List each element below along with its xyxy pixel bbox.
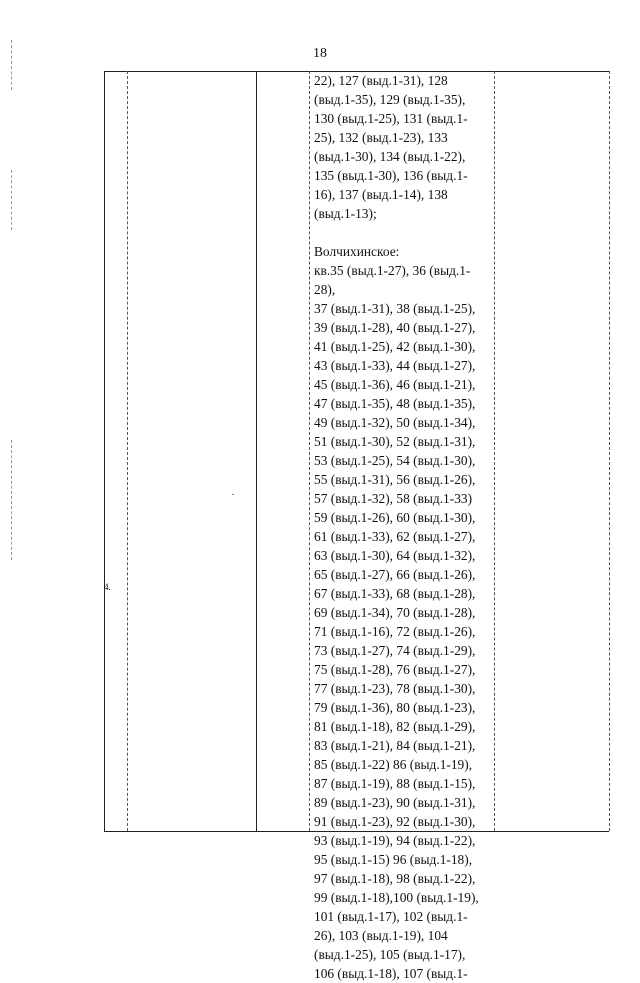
quarter-line: 26), 103 (выд.1-19), 104 [314, 928, 448, 943]
quarter-line: (выд.1-30), 134 (выд.1-22), [314, 149, 466, 164]
quarter-line: 22), 127 (выд.1-31), 128 [314, 73, 448, 88]
scan-margin-mark [11, 170, 12, 230]
quarter-line: 43 (выд.1-33), 44 (выд.1-27), [314, 358, 476, 373]
forest-quarters-cell [314, 71, 504, 983]
quarter-line: 77 (выд.1-23), 78 (выд.1-30), [314, 681, 476, 696]
table-border-right [609, 71, 610, 831]
quarter-line: 49 (выд.1-32), 50 (выд.1-34), [314, 415, 476, 430]
quarter-line: 91 (выд.1-23), 92 (выд.1-30), [314, 814, 476, 829]
quarter-line: 63 (выд.1-30), 64 (выд.1-32), [314, 548, 476, 563]
scan-margin-mark [11, 40, 12, 90]
scan-margin-mark [11, 440, 12, 560]
table-divider-name [256, 71, 257, 831]
quarter-line: 75 (выд.1-28), 76 (выд.1-27), [314, 662, 476, 677]
quarter-line: Волчихинское: [314, 244, 400, 259]
row-number: 4. [104, 582, 111, 592]
quarter-line: 71 (выд.1-16), 72 (выд.1-26), [314, 624, 476, 639]
quarter-line: 93 (выд.1-19), 94 (выд.1-22), [314, 833, 476, 848]
table-border-left [104, 71, 105, 831]
quarter-line: 41 (выд.1-25), 42 (выд.1-30), [314, 339, 476, 354]
quarter-line: 130 (выд.1-25), 131 (выд.1- [314, 111, 468, 126]
quarter-line: 57 (выд.1-32), 58 (выд.1-33) [314, 491, 473, 506]
district-table [104, 71, 609, 981]
quarter-line: 101 (выд.1-17), 102 (выд.1- [314, 909, 468, 924]
quarter-line: 65 (выд.1-27), 66 (выд.1-26), [314, 567, 476, 582]
quarter-line: 95 (выд.1-15) 96 (выд.1-18), [314, 852, 473, 867]
quarter-line: 28), [314, 282, 336, 297]
quarter-line: 89 (выд.1-23), 90 (выд.1-31), [314, 795, 476, 810]
quarter-line: кв.35 (выд.1-27), 36 (выд.1- [314, 263, 471, 278]
table-divider-quarters [309, 71, 310, 831]
quarter-line: 39 (выд.1-28), 40 (выд.1-27), [314, 320, 476, 335]
quarter-line: 25), 132 (выд.1-23), 133 [314, 130, 448, 145]
quarter-line: 59 (выд.1-26), 60 (выд.1-30), [314, 510, 476, 525]
quarter-line: 85 (выд.1-22) 86 (выд.1-19), [314, 757, 473, 772]
quarter-line: (выд.1-25), 105 (выд.1-17), [314, 947, 466, 962]
quarter-line: 99 (выд.1-18),100 (выд.1-19), [314, 890, 479, 905]
quarter-line: 97 (выд.1-18), 98 (выд.1-22), [314, 871, 476, 886]
quarter-line: 87 (выд.1-19), 88 (выд.1-15), [314, 776, 476, 791]
quarter-line [314, 223, 504, 242]
quarter-line: 61 (выд.1-33), 62 (выд.1-27), [314, 529, 476, 544]
quarter-line: 47 (выд.1-35), 48 (выд.1-35), [314, 396, 476, 411]
quarter-line: 79 (выд.1-36), 80 (выд.1-23), [314, 700, 476, 715]
quarter-line: 69 (выд.1-34), 70 (выд.1-28), [314, 605, 476, 620]
quarter-line: 51 (выд.1-30), 52 (выд.1-31), [314, 434, 476, 449]
quarter-line: 73 (выд.1-27), 74 (выд.1-29), [314, 643, 476, 658]
quarter-line: 45 (выд.1-36), 46 (выд.1-21), [314, 377, 476, 392]
quarter-line: 37 (выд.1-31), 38 (выд.1-25), [314, 301, 476, 316]
quarter-line: 53 (выд.1-25), 54 (выд.1-30), [314, 453, 476, 468]
quarter-line: 55 (выд.1-31), 56 (выд.1-26), [314, 472, 476, 487]
page-number: 18 [313, 46, 327, 61]
quarter-line: (выд.1-13); [314, 206, 377, 221]
quarter-line: 67 (выд.1-33), 68 (выд.1-28), [314, 586, 476, 601]
quarter-line: 106 (выд.1-18), 107 (выд.1- [314, 966, 468, 981]
quarter-line: (выд.1-35), 129 (выд.1-35), [314, 92, 466, 107]
quarter-line: 81 (выд.1-18), 82 (выд.1-29), [314, 719, 476, 734]
quarter-line: 135 (выд.1-30), 136 (выд.1- [314, 168, 468, 183]
table-divider-number [127, 71, 128, 831]
quarter-line: 83 (выд.1-21), 84 (выд.1-21), [314, 738, 476, 753]
quarter-line: 16), 137 (выд.1-14), 138 [314, 187, 448, 202]
